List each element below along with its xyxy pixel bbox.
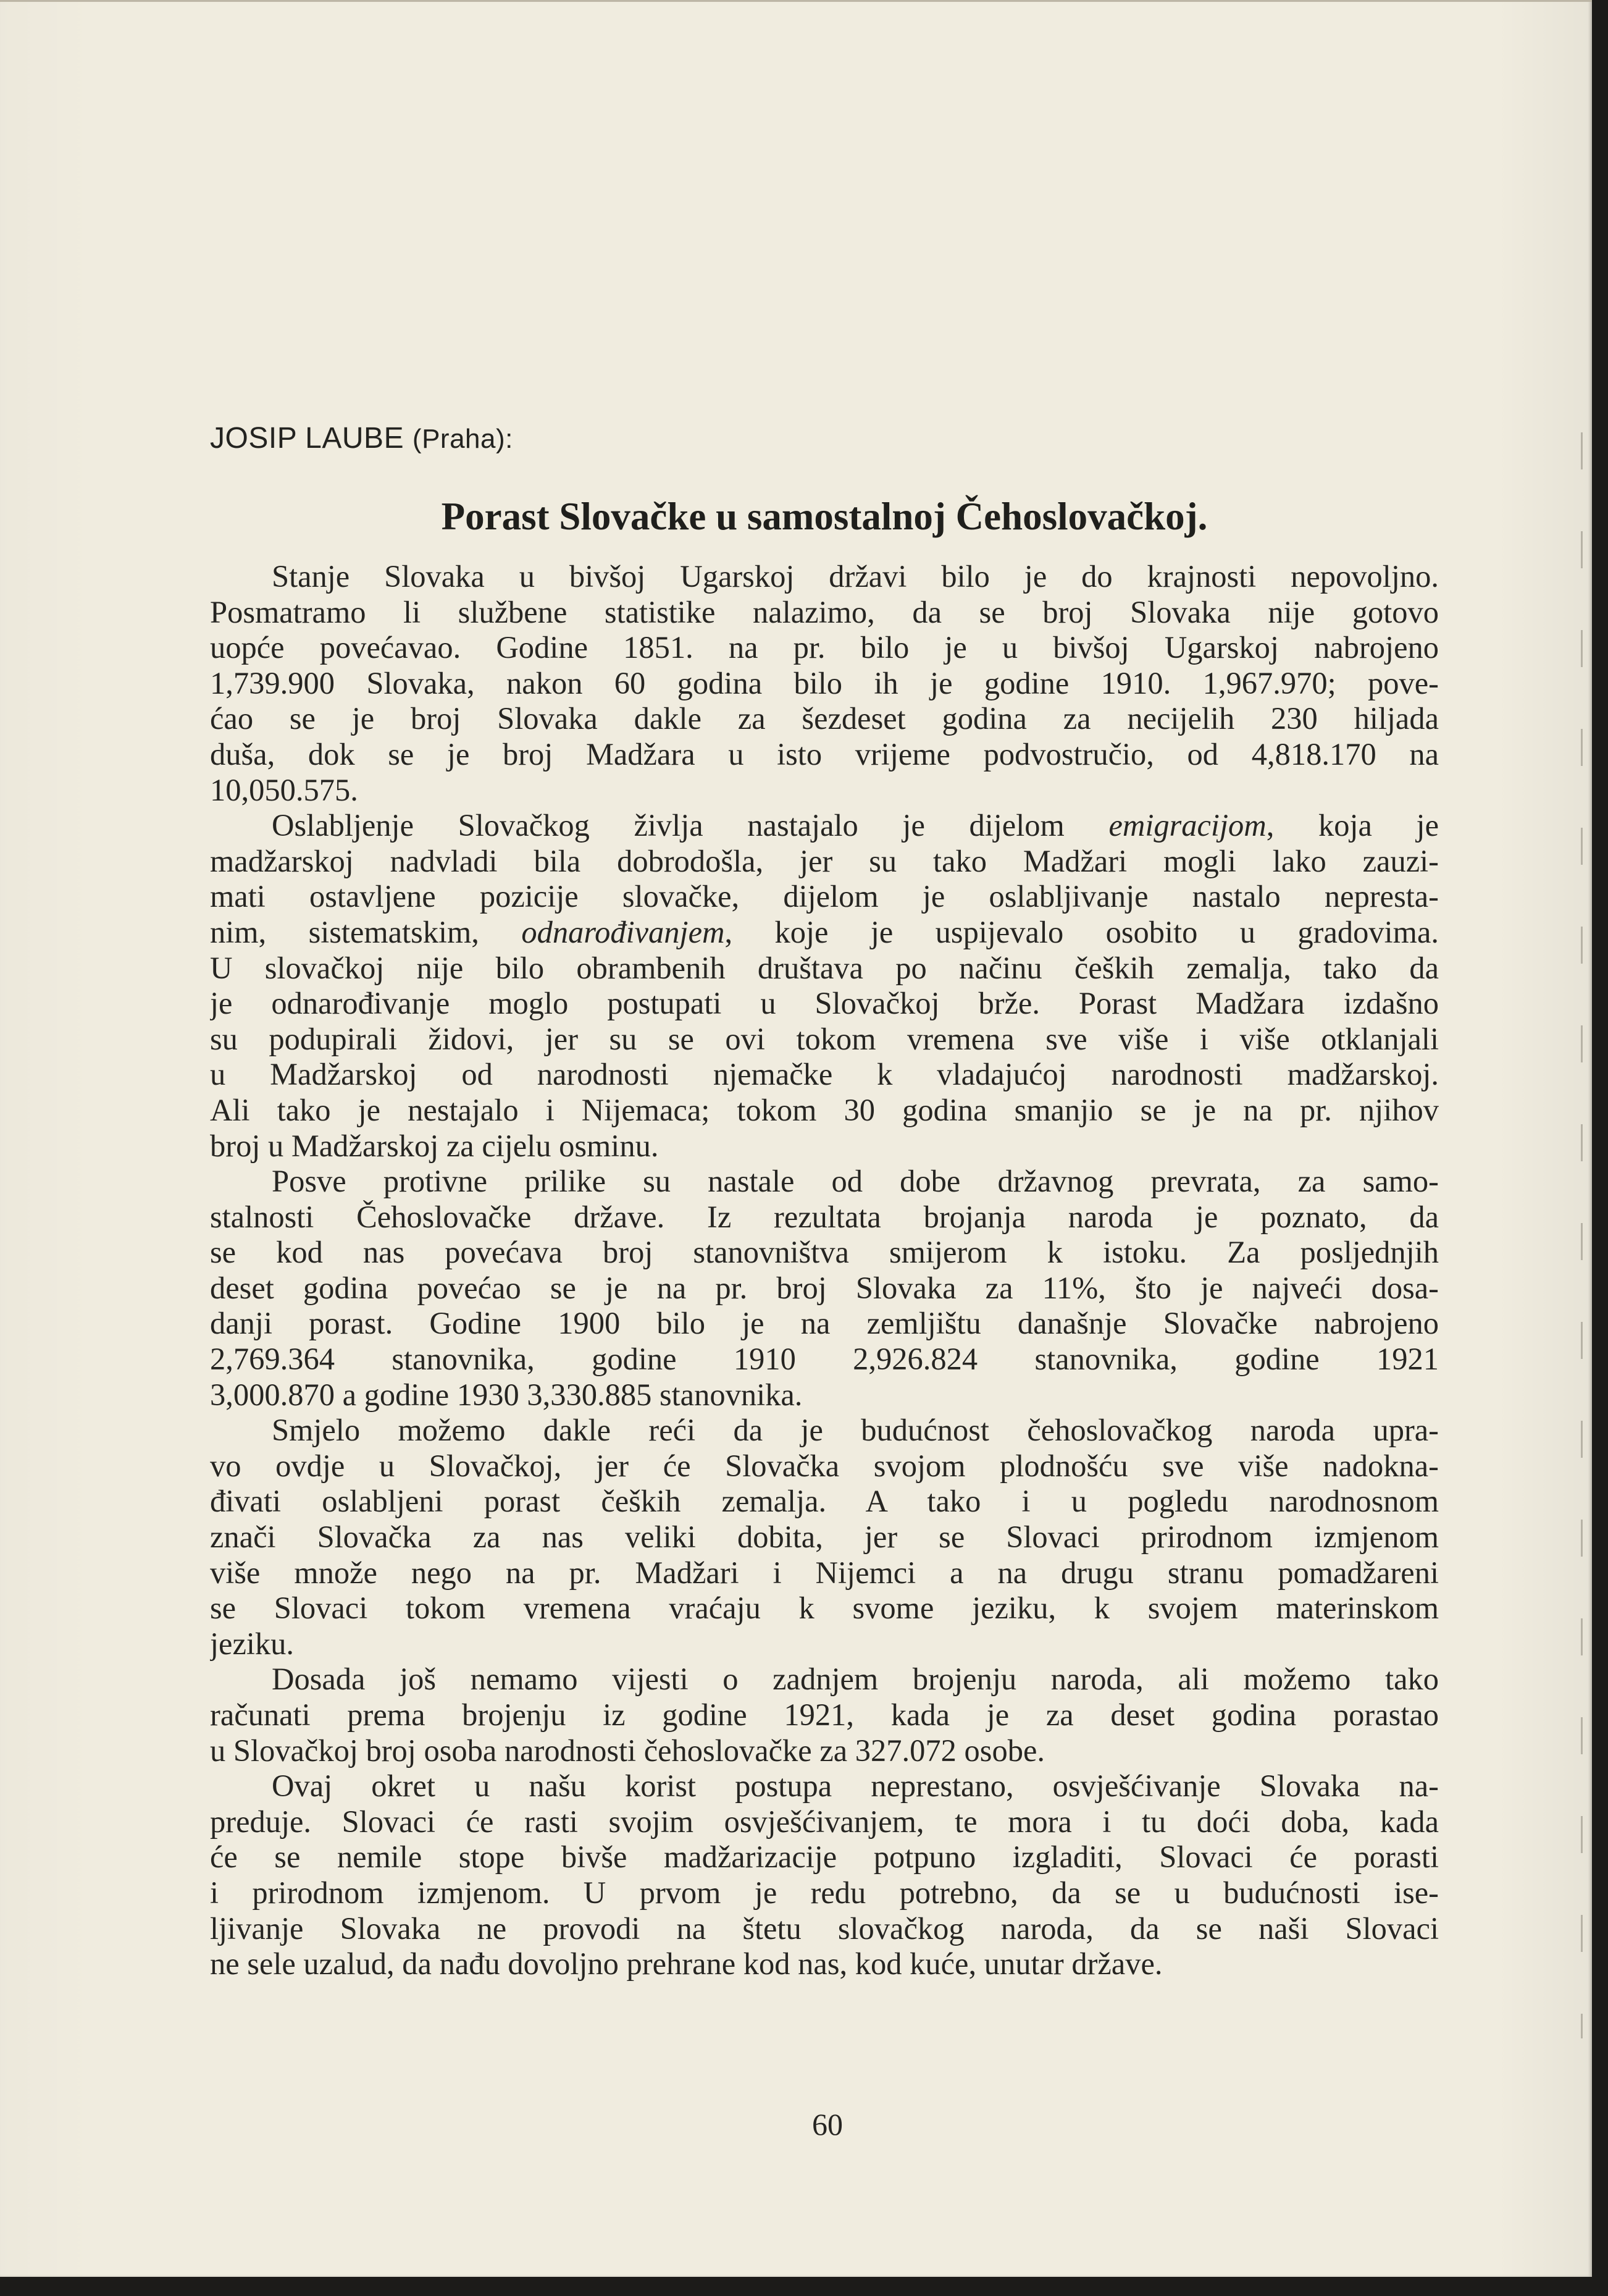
paragraph-6-line-3: će se nemile stope bivše madžarizacije potpuno izgladiti, Slovaci će porasti [210,1840,1439,1875]
paragraph-1-line-2: Posmatramo li službene statistike nalazimo, da se broj Slovaka nije gotovo [210,594,1439,629]
paragraph-2-line-9: Ali tako je nestajalo i Nijemaca; tokom 30 godina smanjio se je na pr. njihov [210,1092,1439,1127]
emphasized-term: emigracijom [1108,808,1267,843]
paragraph-3-line-5: danji porast. Godine 1900 bilo je na zemljištu današnje Slovačke nabrojeno [210,1306,1439,1341]
paragraph-3-line-4: deset godina povećao se je na pr. broj Slovaka za 11%, što je najveći dosa- [210,1270,1439,1305]
paragraph-6-line-1: Ovaj okret u našu korist postupa neprestano, osvješćivanje Slovaka na- [272,1768,1439,1804]
paragraph-6-line-5: ljivanje Slovaka ne provodi na štetu slovačkog naroda, da se naši Slovaci [210,1911,1439,1946]
paragraph-1-line-4: 1,739.900 Slovaka, nakon 60 godina bilo ih je godine 1910. 1,967.970; pove- [210,665,1439,700]
article-title: Porast Slovačke u samostalnoj Čehoslovačkoj. [441,495,1208,538]
paragraph-4-line-5: više množe nego na pr. Madžari i Nijemci a na drugu stranu pomadžareni [210,1555,1439,1590]
paragraph-6-line-2: preduje. Slovaci će rasti svojim osvješćivanjem, te mora i tu doći doba, kada [210,1804,1439,1839]
paragraph-2-line-5: U slovačkoj nije bilo obrambenih društava po načinu čeških zemalja, tako da [210,950,1439,985]
paragraph-1-line-3: uopće povećavao. Godine 1851. na pr. bilo je u bivšoj Ugarskoj nabrojeno [210,630,1439,665]
paragraph-5-line-1: Dosada još nemamo vijesti o zadnjem brojenju naroda, ali možemo tako [272,1662,1439,1697]
paragraph-2-line-6: je odnarođivanje moglo postupati u Slovačkoj brže. Porast Madžara izdašno [210,986,1439,1021]
paragraph-4-line-1: Smjelo možemo dakle reći da je budućnost čehoslovačkog naroda upra- [272,1413,1439,1448]
article-body [210,559,1439,1982]
paragraph-3-line-2: stalnosti Čehoslovačke države. Iz rezultata brojanja naroda je poznato, da [210,1199,1439,1234]
author-name: JOSIP LAUBE [210,422,404,455]
paragraph-4-line-2: vo ovdje u Slovačkoj, jer će Slovačka svojom plodnošću sve više nadokna- [210,1448,1439,1483]
paragraph-3-line-6: 2,769.364 stanovnika, godine 1910 2,926.824 stanovnika, godine 1921 [210,1342,1439,1377]
page-top-edge [0,0,1592,2]
binding-edge [1581,432,1583,2038]
paragraph-4-line-4: znači Slovačka za nas veliki dobita, jer se Slovaci prirodnom izmjenom [210,1520,1439,1555]
paragraph-2-line-4: nim, sistematskim, odnarođivanjem, koje je uspijevalo osobito u gradovima. [210,914,1439,949]
paragraph-2-line-1: Oslabljenje Slovačkog življa nastajalo je dijelom emigracijom, koja je [272,808,1439,843]
paragraph-1-line-7: 10,050.575. [210,772,358,807]
paragraph-5-line-3: u Slovačkoj broj osoba narodnosti čehoslovačke za 327.072 osobe. [210,1733,1045,1768]
paragraph-3-line-3: se kod nas povećava broj stanovništva smijerom k istoku. Za posljednjih [210,1235,1439,1270]
paragraph-6-line-4: i prirodnom izmjenom. U prvom je redu potrebno, da se u budućnosti ise- [210,1875,1439,1910]
paragraph-3-line-7: 3,000.870 a godine 1930 3,330.885 stanovnika. [210,1377,803,1412]
paragraph-1-line-1: Stanje Slovaka u bivšoj Ugarskoj državi bilo je do krajnosti nepovoljno. [272,559,1439,594]
author-affiliation: (Praha): [412,424,513,454]
paragraph-4-line-6: se Slovaci tokom vremena vraćaju k svome jeziku, k svojem materinskom [210,1591,1439,1626]
paragraph-2-line-7: su podupirali židovi, jer su se ovi tokom vremena sve više i više otklanjali [210,1021,1439,1056]
paragraph-3-line-1: Posve protivne prilike su nastale od dobe državnog prevrata, za samo- [272,1164,1439,1199]
emphasized-term: odnarođivanjem [521,914,725,949]
paragraph-4-line-3: đivati oslabljeni porast čeških zemalja. A tako i u pogledu narodnosnom [210,1484,1439,1519]
paragraph-2-line-10: broj u Madžarskoj za cijelu osminu. [210,1128,659,1163]
paragraph-5-line-2: računati prema brojenju iz godine 1921, kada je za deset godina porastao [210,1697,1439,1732]
paragraph-6-line-6: ne sele uzalud, da nađu dovoljno prehrane kod nas, kod kuće, unutar države. [210,1946,1163,1982]
author-line [210,421,513,455]
paragraph-2-line-8: u Madžarskoj od narodnosti njemačke k vladajućoj narodnosti madžarskoj. [210,1057,1439,1092]
paragraph-4-line-7: jeziku. [210,1626,295,1661]
paragraph-2-line-3: mati ostavljene pozicije slovačke, dijelom je oslabljivanje nastalo nepresta- [210,879,1439,914]
paragraph-2-line-2: madžarskoj nadvladi bila dobrodošla, jer su tako Madžari mogli lako zauzi- [210,843,1439,878]
paragraph-1-line-6: duša, dok se je broj Madžara u isto vrijeme podvostručio, od 4,818.170 na [210,736,1439,772]
paragraph-1-line-5: ćao se je broj Slovaka dakle za šezdeset godina za necijelih 230 hiljada [210,701,1439,736]
page-number: 60 [812,2107,843,2142]
